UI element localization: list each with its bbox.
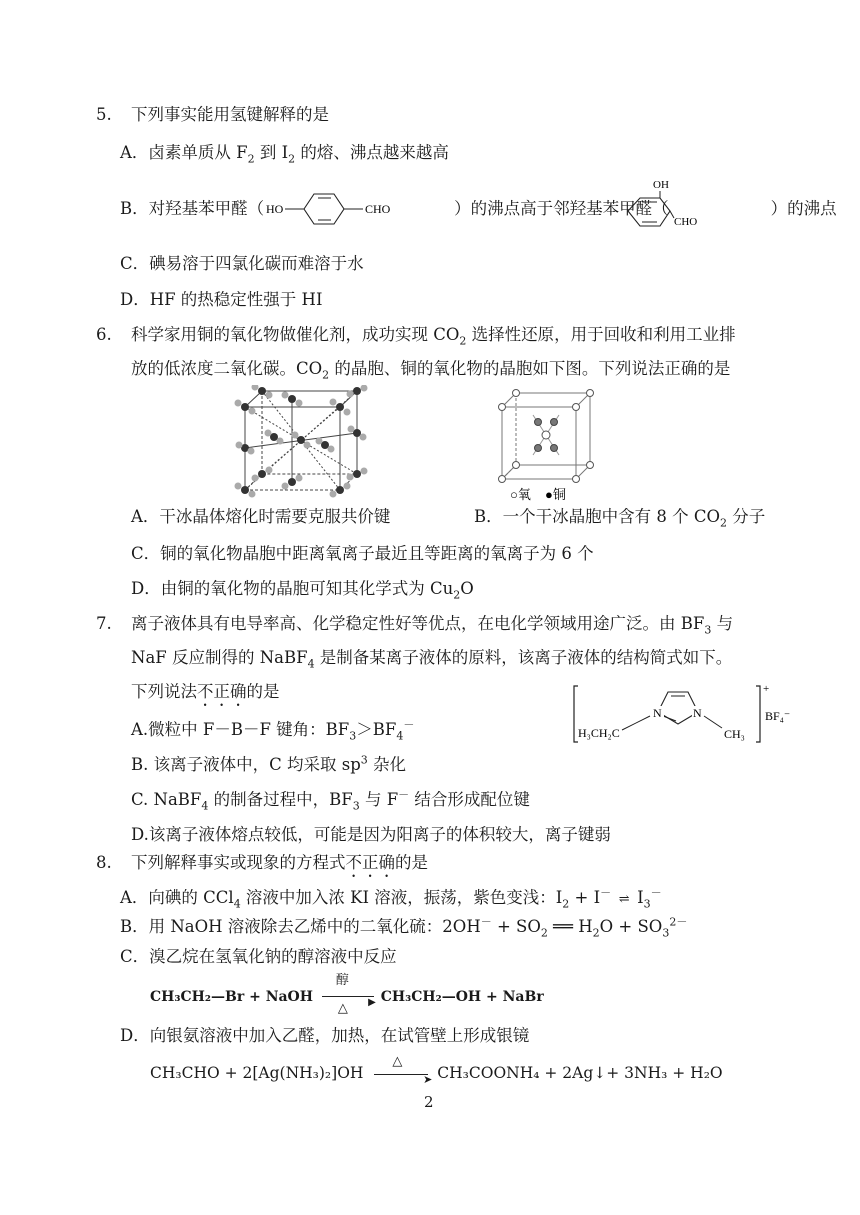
svg-text:CHO: CHO — [365, 202, 391, 216]
q6-stem-line1: 科学家用铜的氧化物做催化剂，成功实现 $CO_2$ 选择性还原，用于回收和利用工业排 — [131, 325, 736, 348]
q6-option-c: C．铜的氧化物晶胞中距离氧离子最近且等距离的氧离子为 6 个 — [131, 544, 594, 563]
q6-stem-line2: 放的低浓度二氧化碳。$CO_2$ 的晶胞、铜的氧化物的晶胞如下图。下列说法正确的是 — [131, 359, 731, 382]
svg-text:CH₃: CH₃ — [724, 727, 745, 741]
q8-stem: 下列解释事实或现象的方程式不正确的是 — [131, 853, 428, 872]
q7-option-a: A.微粒中 F－B－F 键角：$BF_3>BF_4^-$ — [131, 718, 415, 743]
q7-stem-line2: NaF 反应制得的 NaBF$_4$ 是制备某离子液体的原料，该离子液体的结构简式如下。 — [131, 648, 733, 671]
reversible-arrow-icon: ⇌ — [618, 892, 630, 907]
q5-option-a: A．卤素单质从 $F_2$ 到 $I_2$ 的熔、沸点越来越高 — [120, 143, 449, 166]
svg-text:N: N — [653, 706, 662, 720]
page-number: 2 — [424, 1093, 434, 1111]
q6-number: 6. — [96, 325, 112, 344]
reaction-arrow-icon: 醇 ▶ △ — [318, 987, 376, 1007]
q7-stem-line1: 离子液体具有电导率高、化学稳定性好等优点，在电化学领域用途广泛。由 $BF_3$ 与 — [131, 614, 734, 637]
svg-text:HO: HO — [266, 202, 284, 216]
svg-text:BF₄⁻: BF₄⁻ — [765, 709, 791, 723]
q6-option-b: B．一个干冰晶胞中含有 8 个 $CO_2$ 分子 — [474, 507, 766, 530]
q7-number: 7. — [96, 614, 112, 633]
q7-option-d: D.该离子液体熔点较低，可能是因为阳离子的体积较大，离子键弱 — [131, 825, 611, 844]
q8-option-d: D．向银氨溶液中加入乙醛，加热，在试管壁上形成银镜 — [120, 1026, 530, 1045]
svg-text:N: N — [693, 706, 702, 720]
q5-stem: 下列事实能用氢键解释的是 — [131, 105, 329, 124]
copper-oxide-unit-cell-figure — [490, 385, 610, 505]
svg-text:H₃CH₂C: H₃CH₂C — [578, 726, 620, 740]
q6-option-d: D．由铜的氧化物的晶胞可知其化学式为 $Cu_2O$ — [131, 579, 474, 602]
q5-option-b: B．对羟基苯甲醛（ ）的沸点高于邻羟基苯甲醛（ ）的沸点 — [120, 199, 837, 218]
q8-option-b: B．用 NaOH 溶液除去乙烯中的二氧化硫：$2OH^- + SO_2$ ══ $H_2O + SO_3^{2-}$ — [120, 915, 688, 940]
q5-number: 5. — [96, 105, 112, 124]
o-hydroxybenzaldehyde-structure — [622, 176, 702, 236]
svg-text:+: + — [763, 683, 770, 695]
reaction-arrow-icon: △ ➤ — [368, 1064, 432, 1084]
q6-option-a: A．干冰晶体熔化时需要克服共价键 — [131, 507, 391, 526]
q8-c-equation: CH₃CH₂—Br + NaOH 醇 ▶ △ CH₃CH₂—OH + NaBr — [150, 973, 544, 1016]
q8-option-c: C．溴乙烷在氢氧化钠的醇溶液中反应 — [120, 947, 397, 966]
co2-unit-cell-figure — [225, 385, 375, 503]
q7-option-b: B. 该离子液体中，C 均采取 $sp^3$ 杂化 — [131, 753, 407, 774]
ionic-liquid-structure — [570, 680, 800, 750]
p-hydroxybenzaldehyde-structure — [266, 186, 416, 232]
q8-option-a: A．向碘的 CCl$_4$ 溶液中加入浓 KI 溶液，振荡，紫色变浅：$I_2 + I^-$ ⇌ $I_3^-$ — [120, 886, 662, 911]
svg-text:●铜: ●铜 — [545, 487, 566, 502]
svg-text:CHO: CHO — [674, 216, 698, 228]
q8-number: 8. — [96, 853, 112, 872]
svg-text:○氧: ○氧 — [510, 487, 531, 502]
svg-text:OH: OH — [653, 179, 669, 191]
q7-option-c: C. NaBF$_4$ 的制备过程中，$BF_3$ 与 F－ 结合形成配位键 — [131, 788, 530, 813]
q5-option-d: D．HF 的热稳定性强于 HI — [120, 290, 323, 309]
q8-d-equation: CH₃CHO + 2[Ag(NH₃)₂]OH △ ➤ CH₃COONH₄ + 2Ag↓+ 3NH₃ + H₂O — [150, 1054, 723, 1086]
q5-option-c: C．碘易溶于四氯化碳而难溶于水 — [120, 254, 364, 273]
q7-stem-line3: 下列说法不正确的是 — [131, 682, 280, 701]
